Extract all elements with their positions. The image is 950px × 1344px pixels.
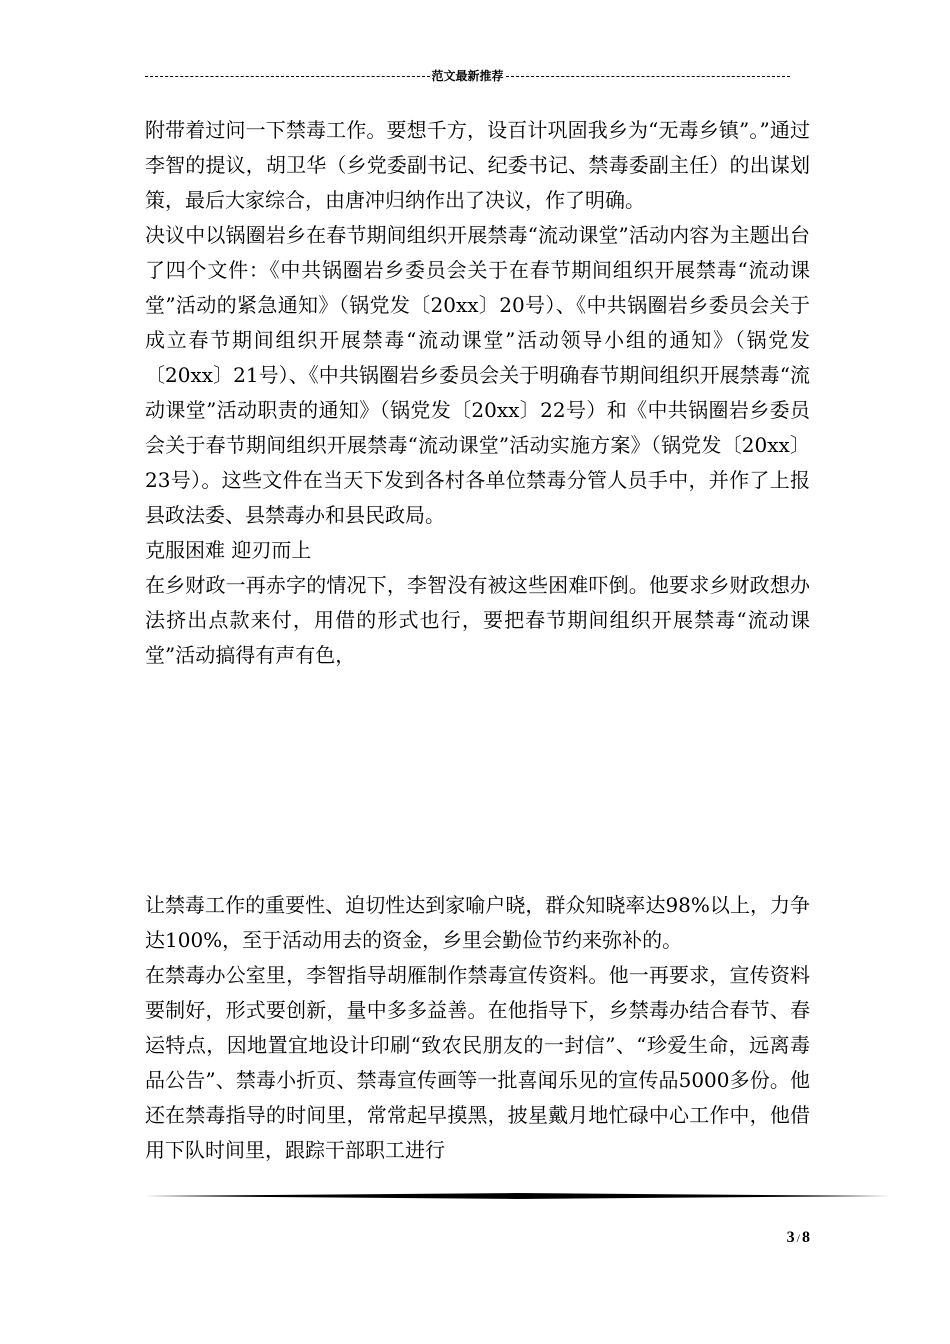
page-separator: /	[796, 1231, 800, 1245]
header-title: 范文最新推荐	[431, 69, 504, 83]
page-current: 3	[786, 1229, 795, 1246]
page-header	[145, 66, 790, 86]
footer-rule	[145, 1193, 890, 1199]
paragraph: 在乡财政一再赤字的情况下，李智没有被这些困难吓倒。他要求乡财政想办法挤出点款来付，用借的形式也行，要把春节期间组织开展禁毒“流动课堂”活动搞得有声有色，	[145, 573, 810, 667]
paragraph: 决议中以锅圈岩乡在春节期间组织开展禁毒“流动课堂”活动内容为主题出台了四个文件：《中共锅圈岩乡委员会关于在春节期间组织开展禁毒“流动课堂”活动的紧急通知》（锅党发〔20xx〕20号）、《中共锅圈岩乡委员会关于成立春节期间组织开展禁毒“流动课堂”活动领导小组的通知》（锅党发〔20xx〕21号）、《中共锅圈岩乡委员会关于明确春节期间组织开展禁毒“流动课堂”活动职责的通知》（锅党发〔20xx〕22号）和《中共锅圈岩乡委员会关于春节期间组织开展禁毒“流动课堂”活动实施方案》（锅党发〔20xx〕23号）。这些文件在当天下发到各村各单位禁毒分管人员手中，并作了上报县政法委、县禁毒办和县民政局。	[145, 223, 810, 527]
header-dashed-rule-left	[145, 66, 430, 86]
paragraph: 附带着过问一下禁毒工作。要想千方，设百计巩固我乡为“无毒乡镇”。”通过李智的提议，胡卫华（乡党委副书记、纪委书记、禁毒委副主任）的出谋划策，最后大家综合，由唐冲归纳作出了决议，作了明确。	[145, 118, 810, 212]
paragraph: 在禁毒办公室里，李智指导胡雁制作禁毒宣传资料。他一再要求，宣传资料要制好，形式要创新，量中多多益善。在他指导下，乡禁毒办结合春节、春运特点，因地置宜地设计印刷“致农民朋友的一封信”、“珍爱生命，远离毒品公告”、禁毒小折页、禁毒宣传画等一批喜闻乐见的宣传品5000多份。他还在禁毒指导的时间里，常常起早摸黑，披星戴月地忙碌中心工作中，他借用下队时间里，跟踪干部职工进行	[145, 963, 810, 1162]
page-total: 8	[802, 1229, 810, 1246]
section-heading: 克服困难 迎刃而上	[145, 538, 312, 562]
header-dashed-rule-right	[506, 66, 790, 86]
body-text-top	[145, 113, 810, 673]
paragraph: 让禁毒工作的重要性、迫切性达到家喻户晓，群众知晓率达98%以上，力争达100%，至于活动用去的资金，乡里会勤俭节约来弥补的。	[145, 893, 810, 952]
body-text-bottom	[145, 888, 810, 1168]
page-number	[787, 1228, 810, 1248]
